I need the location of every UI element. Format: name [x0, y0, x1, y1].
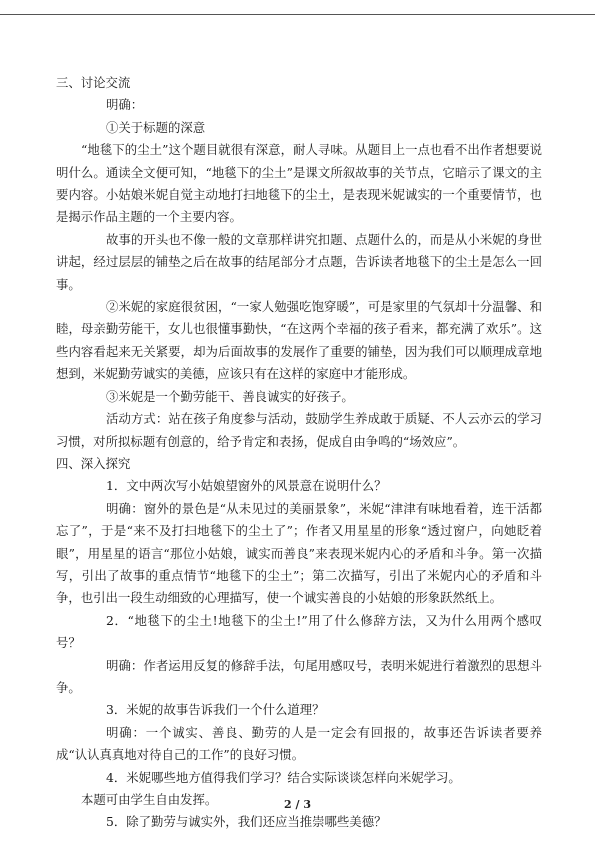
paragraph: 活动方式：站在孩子角度参与活动，鼓励学生养成敢于质疑、不人云亦云的学习习惯，对所拟标题有创意的，给予肯定和表扬，促成自由争鸣的“场效应”。 [56, 411, 542, 449]
answer-1: 明确：窗外的景色是“从未见过的美丽景象”，米妮“津津有味地看着，连干活都忘了”，于是“来不及打扫地毯下的尘土了”；作者又用星星的形象“透过窗户，向她眨着眼”，用星星的语言“那位小姑娘，诚实而善良”来表现米妮内心的矛盾和斗争。第一次描写，引出了故事的重点情节“地毯下的尘土”；第二次描写，引出了米妮内心的矛盾和斗争，也引出一段生动细致的心理描写，使一个诚实善良的小姑娘的形象跃然纸上。 [56, 500, 542, 606]
section-heading-discussion: 三、讨论交流 [56, 75, 131, 90]
question-3: 3．米妮的故事告诉我们一个什么道理？ [106, 702, 325, 718]
answer-3: 明确：一个诚实、善良、勤劳的人是一定会有回报的，故事还告诉读者要养成“认认真真地对待自己的工作”的良好习惯。 [56, 724, 542, 763]
paragraph: 明确： [106, 97, 144, 113]
question-4: 4．米妮哪些地方值得我们学习？结合实际谈谈怎样向米妮学习。 [106, 769, 461, 785]
paragraph: “地毯下的尘土”这个题目就很有深意，耐人寻味。从题目上一点也看不出作者想要说明什么。通读全文便可知，“地毯下的尘土”是课文所叙故事的关节点，它暗示了课文的主要内容。小姑娘米妮自觉主动地打扫地毯下的尘土，是表现米妮诚实的一个重要情节，也是揭示作品主题的一个主要内容。 [56, 142, 542, 225]
header-rule [0, 14, 595, 15]
answer-4: 本题可由学生自由发挥。 [81, 792, 218, 807]
section-heading-explore: 四、深入探究 [56, 455, 131, 471]
page-number: 2 / 3 [284, 798, 311, 811]
question-2: 2．“地毯下的尘土!地毯下的尘土!”用了什么修辞方法，又为什么用两个感叹号？ [56, 612, 542, 651]
question-5: 5．除了勤劳与诚实外，我们还应当推崇哪些美德？ [106, 814, 387, 830]
document-body [56, 72, 542, 834]
paragraph: ③米妮是一个勤劳能干、善良诚实的好孩子。 [106, 388, 354, 404]
paragraph: ①关于标题的深意 [106, 119, 206, 135]
question-1: 1．文中两次写小姑娘望窗外的风景意在说明什么？ [106, 478, 387, 494]
answer-2: 明确：作者运用反复的修辞手法，句尾用感叹号，表明米妮进行着激烈的思想斗争。 [56, 657, 542, 695]
paragraph: ②米妮的家庭很贫困，“一家人勉强吃饱穿暖”，可是家里的气氛却十分温馨、和睦，母亲勤劳能干，女儿也很懂事勤快，“在这两个幸福的孩子看来，都充满了欢乐”。这些内容看起来无关紧要，却为后面故事的发展作了重要的铺垫，因为我们可以顺理成章地想到，米妮勤劳诚实的美德，应该只有在这样的家庭中才能形成。 [56, 299, 542, 382]
paragraph: 故事的开头也不像一般的文章那样讲究扣题、点题什么的，而是从小米妮的身世讲起，经过层层的铺垫之后在故事的结尾部分才点题，告诉读者地毯下的尘土是怎么一回事。 [56, 231, 542, 292]
